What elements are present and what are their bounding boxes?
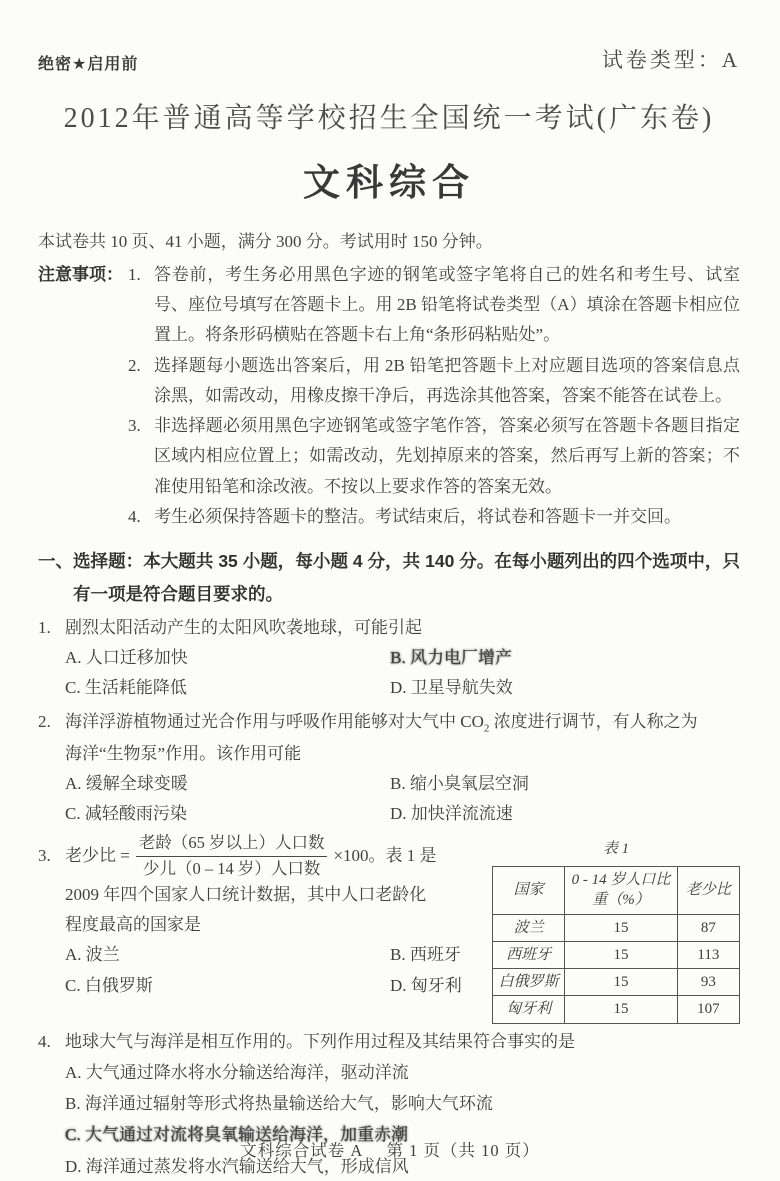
notice-item-1 (128, 260, 740, 351)
stem-part-1: 海洋浮游植物通过光合作用与呼吸作用能够对大气中 CO (65, 711, 484, 731)
cell-country: 白俄罗斯 (493, 969, 565, 996)
stem-part-2: 浓度进行调节，有人称之为 (489, 711, 698, 731)
paper-type-label: 试卷类型：A (601, 48, 740, 72)
notice-item-text: 考生必须保持答题卡的整洁。考试结束后，将试卷和答题卡一并交回。 (154, 506, 681, 526)
question-number: 1. (38, 617, 51, 637)
question-stem-continuation: 海洋“生物泵”作用。该作用可能 (65, 743, 302, 763)
exam-summary: 本试卷共 10 页、41 小题，满分 300 分。考试用时 150 分钟。 (38, 232, 493, 251)
notice-label: 注意事项： (38, 264, 123, 284)
cell-youth-share: 15 (565, 969, 677, 996)
subject-title: 文科综合 (303, 162, 475, 203)
question-3-options (65, 940, 492, 1001)
cell-youth-share: 15 (565, 996, 677, 1023)
question-number: 4. (38, 1031, 51, 1051)
footer-page-number: 第 1 页（共 10 页） (386, 1141, 540, 1160)
cell-country: 匈牙利 (493, 996, 565, 1023)
option-b: B. 海洋通过辐射等形式将热量输送给大气，影响大气环流 (65, 1094, 493, 1114)
option-d: D. 加快洋流流速 (390, 804, 513, 824)
fraction-denominator: 少儿（0 – 14 岁）人口数 (142, 858, 321, 878)
cell-country: 西班牙 (493, 941, 565, 968)
option-b: B. 风力电厂增产 (390, 648, 512, 668)
notice-item-number: 1. (128, 264, 141, 284)
question-3 (38, 832, 740, 1023)
question-stem-text (65, 707, 740, 739)
cell-ratio: 113 (677, 941, 739, 968)
table-row (493, 996, 740, 1023)
notice-item-number: 3. (128, 416, 141, 436)
formula-suffix: ×100。表 1 是 (333, 846, 437, 865)
question-1-options (65, 643, 740, 704)
question-3-body (38, 832, 492, 1001)
notice-item-3 (128, 411, 740, 502)
section-number: 一、 (38, 551, 73, 572)
col-header-old-young-ratio: 老少比 (677, 867, 739, 915)
cell-ratio: 107 (677, 996, 739, 1023)
notice-item-number: 4. (128, 506, 141, 526)
notice-item-text: 答卷前，考生务必用黑色字迹的钢笔或签字笔将自己的姓名和考生号、试室号、座位号填写在答题卡上。用 2B 铅笔将试卷类型（A）填涂在答题卡相应位置上。将条形码横贴在答题卡右上角“条形码粘贴处”。 (154, 264, 740, 345)
notice-section (38, 260, 740, 532)
table-row (493, 941, 740, 968)
option-c: C. 生活耗能降低 (65, 678, 187, 698)
option-d: D. 卫星导航失效 (390, 678, 513, 698)
col-header-country: 国家 (493, 867, 565, 915)
cell-ratio: 93 (677, 969, 739, 996)
question-2 (38, 707, 740, 830)
page-footer (0, 1137, 780, 1161)
option-c: C. 大气通过对流将臭氧输送给海洋，加重赤潮 (65, 1125, 408, 1145)
notice-list (128, 260, 740, 532)
cell-youth-share: 15 (565, 941, 677, 968)
question-stem-continuation: 2009 年四个国家人口统计数据，其中人口老龄化 (65, 884, 427, 904)
question-stem-continuation: 程度最高的国家是 (65, 915, 201, 935)
table-row (493, 914, 740, 941)
option-d: D. 匈牙利 (390, 975, 462, 995)
fraction-numerator: 老龄（65 岁以上）人口数 (136, 832, 328, 856)
option-a: A. 波兰 (65, 945, 120, 965)
co2-subscript: 2 (483, 722, 490, 735)
classification-label: 绝密★启用前 (38, 56, 139, 73)
option-b: B. 缩小臭氧层空洞 (390, 773, 529, 793)
question-1-stem (38, 613, 740, 643)
section-heading-text: 选择题：本大题共 35 小题，每小题 4 分，共 140 分。在每小题列出的四个选项中，只有一项是符合题目要求的。 (73, 551, 740, 604)
question-4-stem (38, 1027, 740, 1057)
table-header-row (493, 867, 740, 915)
cell-ratio: 87 (677, 914, 739, 941)
notice-item-2 (128, 351, 740, 412)
exam-title: 2012年普通高等学校招生全国统一考试(广东卷) (63, 103, 715, 134)
cell-youth-share: 15 (565, 914, 677, 941)
option-a: A. 大气通过降水将水分输送给海洋，驱动洋流 (65, 1062, 409, 1082)
table-row (493, 969, 740, 996)
question-3-formula-line (38, 832, 492, 880)
formula-fraction (136, 832, 328, 880)
footer-paper-title: 文科综合试卷 A (240, 1141, 364, 1160)
question-1 (38, 613, 740, 704)
table-1-title: 表 1 (602, 841, 630, 858)
formula-prefix: 老少比 = (65, 846, 130, 865)
table-1-container (492, 832, 740, 1023)
question-number: 2. (38, 711, 51, 731)
option-a: A. 缓解全球变暖 (65, 773, 188, 793)
option-b: B. 西班牙 (390, 945, 461, 965)
question-stem-text: 地球大气与海洋是相互作用的。下列作用过程及其结果符合事实的是 (65, 1031, 575, 1051)
cell-country: 波兰 (493, 914, 565, 941)
question-number: 3. (38, 846, 51, 865)
notice-item-number: 2. (128, 355, 141, 375)
question-2-options (65, 769, 740, 830)
option-c: C. 白俄罗斯 (65, 975, 153, 995)
option-c: C. 减轻酸雨污染 (65, 804, 187, 824)
option-d: D. 海洋通过蒸发将水汽输送给大气，形成信风 (65, 1156, 409, 1176)
option-a: A. 人口迁移加快 (65, 648, 188, 668)
col-header-youth-share: 0 - 14 岁人口比重（%） (565, 867, 677, 915)
notice-item-4 (128, 502, 740, 532)
page-top-bar (38, 44, 740, 74)
notice-item-text: 非选择题必须用黑色字迹钢笔或签字笔作答，答案必须写在答题卡各题目指定区域内相应位置上；如需改动，先划掉原来的答案，然后再写上新的答案；不准使用铅笔和涂改液。不按以上要求作答的答案无效。 (154, 416, 740, 496)
question-4-options (65, 1058, 740, 1181)
notice-item-text: 选择题每小题选出答案后，用 2B 铅笔把答题卡上对应题目选项的答案信息点涂黑，如需改动，用橡皮擦干净后，再选涂其他答案，答案不能答在试卷上。 (154, 355, 740, 405)
population-table (492, 866, 740, 1024)
question-2-stem (38, 707, 740, 739)
section-1-heading (38, 545, 740, 610)
ratio-formula (65, 832, 437, 880)
question-stem-text: 剧烈太阳活动产生的太阳风吹袭地球，可能引起 (65, 617, 422, 637)
